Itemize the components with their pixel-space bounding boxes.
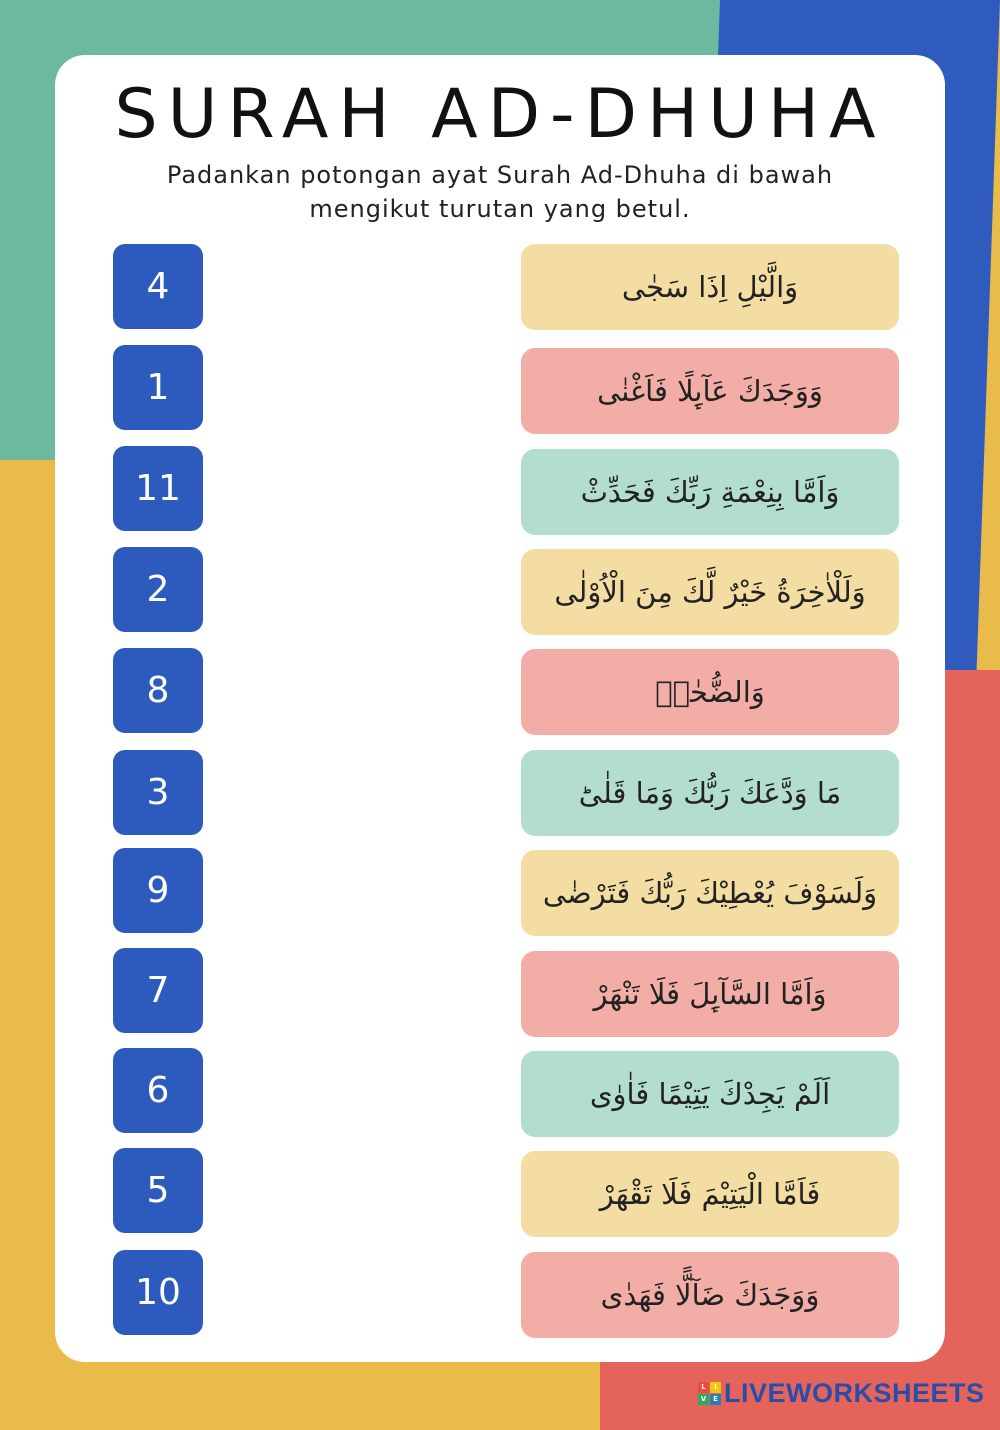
logo-mark-letter: V xyxy=(698,1394,709,1405)
ayah-box[interactable]: وَوَجَدَكَ ضَآلًّا فَهَدٰى xyxy=(521,1252,899,1338)
logo-mark-letter: L xyxy=(698,1382,709,1393)
logo-text: LIVEWORKSHEETS xyxy=(724,1377,985,1408)
ayah-box[interactable]: وَاَمَّا بِنِعْمَةِ رَبِّكَ فَحَدِّثْ xyxy=(521,449,899,535)
number-box[interactable]: 7 xyxy=(113,948,203,1033)
number-box[interactable]: 3 xyxy=(113,750,203,835)
liveworksheets-logo[interactable] xyxy=(698,1378,985,1408)
number-box[interactable]: 11 xyxy=(113,446,203,531)
ayah-box[interactable]: وَالضُّحٰىۙ xyxy=(521,649,899,735)
number-box[interactable]: 1 xyxy=(113,345,203,430)
instructions: Padankan potongan ayat Surah Ad-Dhuha di bawah mengikut turutan yang betul. xyxy=(166,161,834,223)
ayah-box[interactable]: وَالَّيْلِ اِذَا سَجٰى xyxy=(521,244,899,330)
ayah-box[interactable]: وَوَجَدَكَ عَآٮِٕلًا فَاَغْنٰى xyxy=(521,348,899,434)
number-box[interactable]: 6 xyxy=(113,1048,203,1133)
number-box[interactable]: 8 xyxy=(113,648,203,733)
number-box[interactable]: 10 xyxy=(113,1250,203,1335)
ayah-box[interactable]: وَلَسَوْفَ يُعْطِيْكَ رَبُّكَ فَتَرْضٰى xyxy=(521,850,899,936)
logo-icon xyxy=(698,1382,721,1405)
ayah-box[interactable]: وَلَلْاٰخِرَةُ خَيْرٌ لَّكَ مِنَ الْاُوْلٰى xyxy=(521,549,899,635)
number-box[interactable]: 9 xyxy=(113,848,203,933)
number-box[interactable]: 4 xyxy=(113,244,203,329)
logo-mark-letter: I xyxy=(710,1382,721,1393)
page-title: SURAH AD-DHUHA xyxy=(114,75,886,154)
ayah-box[interactable]: اَلَمْ يَجِدْكَ يَتِيْمًا فَاٰوٰى xyxy=(521,1051,899,1137)
logo-mark-letter: E xyxy=(710,1394,721,1405)
ayah-box[interactable]: وَاَمَّا السَّآٮِٕلَ فَلَا تَنْهَرْ xyxy=(521,951,899,1037)
ayah-box[interactable]: فَاَمَّا الْيَتِيْمَ فَلَا تَقْهَرْ xyxy=(521,1151,899,1237)
number-box[interactable]: 2 xyxy=(113,547,203,632)
ayah-box[interactable]: مَا وَدَّعَكَ رَبُّكَ وَمَا قَلٰىؕ xyxy=(521,750,899,836)
number-box[interactable]: 5 xyxy=(113,1148,203,1233)
